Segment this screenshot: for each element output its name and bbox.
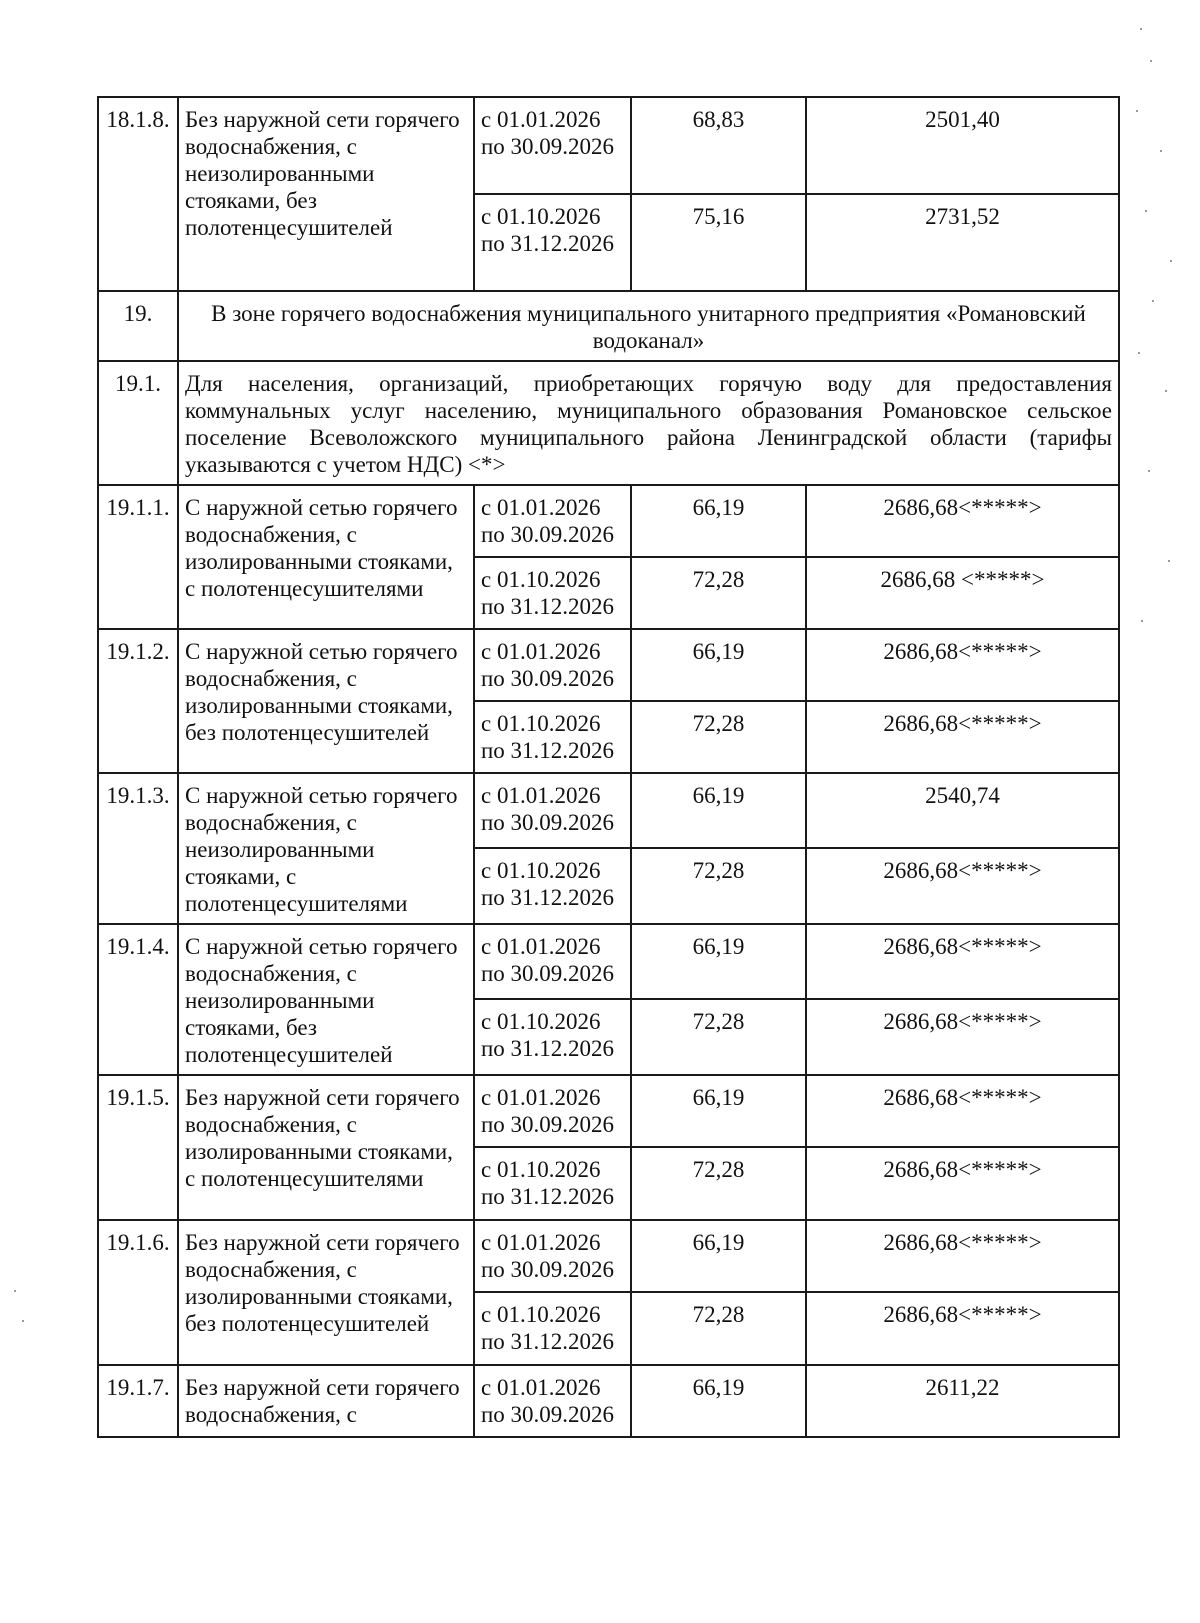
table-row [98, 1365, 1119, 1437]
scan-speck [1140, 28, 1142, 30]
period-cell [474, 629, 631, 701]
table-row [98, 924, 1119, 999]
tariff-value-2: 2501,40 [806, 97, 1119, 194]
period-from: с 01.01.2026 [481, 495, 601, 520]
tariff-value-2: 2686,68 <*****> [806, 557, 1119, 629]
section-title: В зоне горячего водоснабжения муниципального унитарного предприятия «Романовский водоканал» [178, 291, 1119, 361]
period-cell [474, 485, 631, 557]
period-cell [474, 1075, 631, 1147]
row-description: С наружной сетью горячего водоснабжения, с изолированными стояками, с полотенцесушителями [178, 485, 474, 629]
period-from: с 01.10.2026 [481, 1302, 601, 1327]
scan-speck [1138, 352, 1140, 354]
tariff-value-1: 66,19 [631, 629, 806, 701]
subsection-number: 19.1. [98, 361, 178, 485]
period-to: по 30.09.2026 [481, 1112, 615, 1137]
period-from: с 01.01.2026 [481, 639, 601, 664]
period-to: по 31.12.2026 [481, 885, 615, 910]
period-to: по 31.12.2026 [481, 1036, 615, 1061]
tariff-value-1: 72,28 [631, 999, 806, 1075]
table-row [98, 629, 1119, 701]
scan-speck [14, 1290, 16, 1292]
row-description: Без наружной сети горячего водоснабжения, с изолированными стояками, без полотенцесушителей [178, 1220, 474, 1365]
table-row [98, 773, 1119, 848]
tariff-value-2: 2686,68<*****> [806, 701, 1119, 773]
tariff-table [97, 96, 1120, 1438]
table-row [98, 485, 1119, 557]
row-number: 19.1.7. [98, 1365, 178, 1437]
scan-speck [1145, 210, 1147, 212]
period-from: с 01.10.2026 [481, 711, 601, 736]
row-number: 19.1.3. [98, 773, 178, 924]
tariff-value-2: 2686,68<*****> [806, 1075, 1119, 1147]
scan-speck [1168, 560, 1170, 562]
period-cell [474, 1147, 631, 1220]
row-number: 19.1.1. [98, 485, 178, 629]
period-from: с 01.01.2026 [481, 1085, 601, 1110]
tariff-value-2: 2686,68<*****> [806, 485, 1119, 557]
period-cell [474, 1220, 631, 1292]
tariff-value-1: 72,28 [631, 1292, 806, 1365]
subsection-text: Для населения, организаций, приобретающих горячую воду для предоставления коммунальных услуг населению, муниципального образования Романовское сельское поселение Всеволожского муниципального района Ленинградской области (тарифы указываются с учетом НДС) <*> [178, 361, 1119, 485]
tariff-value-1: 72,28 [631, 557, 806, 629]
period-cell [474, 701, 631, 773]
row-description: Без наружной сети горячего водоснабжения, с изолированными стояками, с полотенцесушителями [178, 1075, 474, 1220]
period-from: с 01.10.2026 [481, 567, 601, 592]
period-cell [474, 1365, 631, 1437]
tariff-value-1: 66,19 [631, 485, 806, 557]
tariff-value-1: 66,19 [631, 1075, 806, 1147]
tariff-value-2: 2686,68<*****> [806, 924, 1119, 999]
period-to: по 30.09.2026 [481, 810, 615, 835]
period-to: по 30.09.2026 [481, 522, 615, 547]
tariff-value-1: 66,19 [631, 1365, 806, 1437]
period-from: с 01.01.2026 [481, 783, 601, 808]
row-number: 18.1.8. [98, 97, 178, 291]
tariff-value-1: 72,28 [631, 701, 806, 773]
table-row [98, 97, 1119, 194]
scan-speck [1141, 620, 1143, 622]
row-description: Без наружной сети горячего водоснабжения, с неизолированными стояками, без полотенцесушителей [178, 97, 474, 291]
period-to: по 30.09.2026 [481, 1402, 615, 1427]
row-description: Без наружной сети горячего водоснабжения, с [178, 1365, 474, 1437]
period-cell [474, 999, 631, 1075]
scan-speck [1165, 390, 1167, 392]
period-from: с 01.10.2026 [481, 1009, 601, 1034]
row-number: 19.1.2. [98, 629, 178, 773]
section-row [98, 291, 1119, 361]
period-to: по 30.09.2026 [481, 666, 615, 691]
row-number: 19.1.6. [98, 1220, 178, 1365]
period-from: с 01.01.2026 [481, 1375, 601, 1400]
tariff-value-1: 66,19 [631, 924, 806, 999]
row-number: 19.1.5. [98, 1075, 178, 1220]
period-to: по 31.12.2026 [481, 738, 615, 763]
period-cell [474, 97, 631, 194]
scan-speck [1170, 260, 1172, 262]
tariff-value-1: 66,19 [631, 1220, 806, 1292]
period-to: по 31.12.2026 [481, 231, 615, 256]
row-description: С наружной сетью горячего водоснабжения, с неизолированными стояками, с полотенцесушителями [178, 773, 474, 924]
period-cell [474, 194, 631, 291]
period-to: по 31.12.2026 [481, 1329, 615, 1354]
period-cell [474, 924, 631, 999]
tariff-value-2: 2731,52 [806, 194, 1119, 291]
tariff-value-2: 2686,68<*****> [806, 848, 1119, 924]
row-number: 19.1.4. [98, 924, 178, 1075]
tariff-value-2: 2686,68<*****> [806, 629, 1119, 701]
period-from: с 01.01.2026 [481, 107, 601, 132]
tariff-value-1: 72,28 [631, 848, 806, 924]
scan-speck [1148, 470, 1150, 472]
tariff-value-2: 2686,68<*****> [806, 1220, 1119, 1292]
scan-speck [1160, 150, 1162, 152]
period-to: по 30.09.2026 [481, 134, 615, 159]
table-row [98, 1220, 1119, 1292]
period-cell [474, 1292, 631, 1365]
period-to: по 30.09.2026 [481, 961, 615, 986]
row-description: С наружной сетью горячего водоснабжения, с изолированными стояками, без полотенцесушителей [178, 629, 474, 773]
period-from: с 01.10.2026 [481, 204, 601, 229]
period-to: по 31.12.2026 [481, 594, 615, 619]
period-cell [474, 773, 631, 848]
tariff-value-2: 2686,68<*****> [806, 1292, 1119, 1365]
period-to: по 31.12.2026 [481, 1184, 615, 1209]
table-row [98, 1075, 1119, 1147]
tariff-value-1: 68,83 [631, 97, 806, 194]
scan-speck [22, 1320, 24, 1322]
tariff-value-1: 66,19 [631, 773, 806, 848]
period-from: с 01.01.2026 [481, 1230, 601, 1255]
tariff-value-1: 75,16 [631, 194, 806, 291]
scan-speck [1150, 60, 1152, 62]
scan-speck [1152, 300, 1154, 302]
period-from: с 01.01.2026 [481, 934, 601, 959]
tariff-value-2: 2686,68<*****> [806, 1147, 1119, 1220]
period-from: с 01.10.2026 [481, 858, 601, 883]
period-to: по 30.09.2026 [481, 1257, 615, 1282]
period-cell [474, 557, 631, 629]
tariff-value-2: 2686,68<*****> [806, 999, 1119, 1075]
period-from: с 01.10.2026 [481, 1157, 601, 1182]
tariff-value-2: 2611,22 [806, 1365, 1119, 1437]
subsection-row [98, 361, 1119, 485]
section-number: 19. [98, 291, 178, 361]
scan-speck [1136, 110, 1138, 112]
tariff-value-1: 72,28 [631, 1147, 806, 1220]
row-description: С наружной сетью горячего водоснабжения, с неизолированными стояками, без полотенцесушителей [178, 924, 474, 1075]
tariff-value-2: 2540,74 [806, 773, 1119, 848]
period-cell [474, 848, 631, 924]
